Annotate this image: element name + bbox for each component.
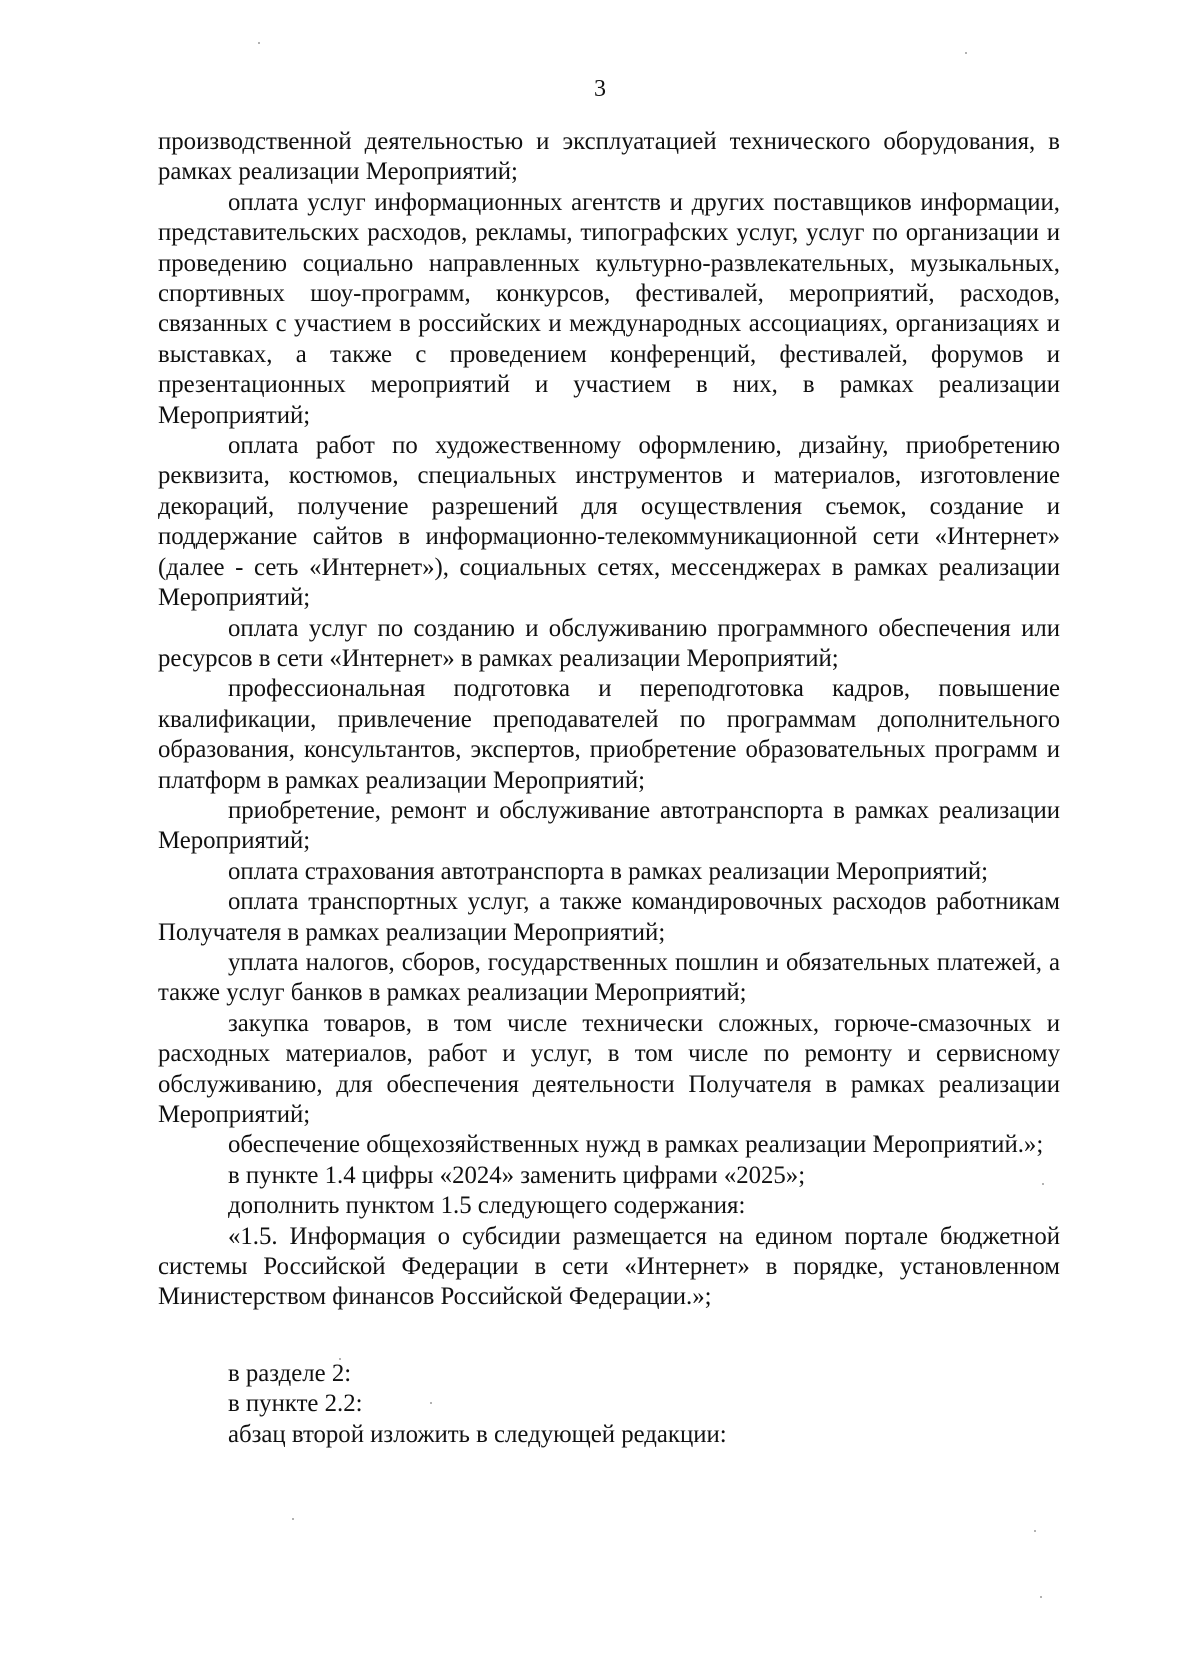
paragraph-information-services: оплата услуг информационных агентств и других поставщиков информации, представительских расходов, рекламы, типографских услуг, услуг по организации и проведению социально направленных культурно-развлекательных, музыкальных, спортивных шоу-программ, конкурсов, фестивалей, мероприятий, расходов, связанных с участием в российских и международных ассоциациях, организациях и выставках, а также с проведением конференций, фестивалей, форумов и презентационных мероприятий и участием в них, в рамках реализации Мероприятий; bbox=[158, 188, 1060, 429]
scan-speck bbox=[292, 1518, 294, 1520]
paragraph-transport-services: оплата транспортных услуг, а также командировочных расходов работникам Получателя в рамках реализации Мероприятий; bbox=[158, 888, 1060, 946]
paragraph-point-1-5-text: «1.5. Информация о субсидии размещается на едином портале бюджетной системы Российской Федерации в сети «Интернет» в порядке, установленном Министерством финансов Российской Федерации.»; bbox=[158, 1222, 1060, 1311]
paragraph-art-design-works: оплата работ по художественному оформлению, дизайну, приобретению реквизита, костюмов, специальных инструментов и материалов, изготовление декораций, получение разрешений для осуществления съемок, создание и поддержание сайтов в информационно-телекоммуникационной сети «Интернет» (далее - сеть «Интернет»), социальных сетях, мессенджерах в рамках реализации Мероприятий; bbox=[158, 432, 1060, 612]
paragraph-staff-training: профессиональная подготовка и переподготовка кадров, повышение квалификации, привлечение преподавателей по программам дополнительного образования, консультантов, экспертов, приобретение образовательных программ и платформ в рамках реализации Мероприятий; bbox=[158, 675, 1060, 794]
paragraph-point-2-2: в пункте 2.2: bbox=[228, 1390, 363, 1418]
paragraph-vehicle-insurance: оплата страхования автотранспорта в рамках реализации Мероприятий; bbox=[228, 857, 989, 885]
paragraph-add-point-1-5: дополнить пунктом 1.5 следующего содержания: bbox=[228, 1192, 746, 1220]
document-body bbox=[158, 127, 1060, 1450]
paragraph-taxes-fees: уплата налогов, сборов, государственных пошлин и обязательных платежей, а также услуг банков в рамках реализации Мероприятий; bbox=[158, 948, 1060, 1007]
paragraph-vehicle-purchase: приобретение, ремонт и обслуживание автотранспорта в рамках реализации Мероприятий; bbox=[158, 796, 1060, 855]
paragraph-goods-procurement: закупка товаров, в том числе технически сложных, горюче-смазочных и расходных материалов, работ и услуг, в том числе по ремонту и сервисному обслуживанию, для обеспечения деятельности Получателя в рамках реализации Мероприятий; bbox=[158, 1009, 1060, 1128]
scan-speck bbox=[1040, 1596, 1042, 1598]
scan-speck bbox=[1042, 1183, 1044, 1185]
scan-speck bbox=[339, 1358, 341, 1360]
paragraph-section-2: в разделе 2: bbox=[228, 1359, 352, 1387]
scan-speck bbox=[1034, 1530, 1036, 1532]
paragraph-general-needs: обеспечение общехозяйственных нужд в рамках реализации Мероприятий.»; bbox=[228, 1131, 1044, 1159]
paragraph-second-abstract: абзац второй изложить в следующей редакции: bbox=[228, 1420, 727, 1448]
scan-speck bbox=[430, 1402, 432, 1404]
scan-speck bbox=[258, 42, 260, 44]
paragraph-spacer bbox=[158, 1313, 1060, 1359]
scan-speck bbox=[965, 52, 967, 54]
paragraph-software-services: оплата услуг по созданию и обслуживанию программного обеспечения или ресурсов в сети «Интернет» в рамках реализации Мероприятий; bbox=[158, 614, 1060, 672]
paragraph-point-1-4: в пункте 1.4 цифры «2024» заменить цифрами «2025»; bbox=[228, 1161, 806, 1189]
page-number: 3 bbox=[594, 76, 606, 102]
paragraph-continuation: производственной деятельностью и эксплуатацией технического оборудования, в рамках реализации Мероприятий; bbox=[158, 128, 1060, 186]
